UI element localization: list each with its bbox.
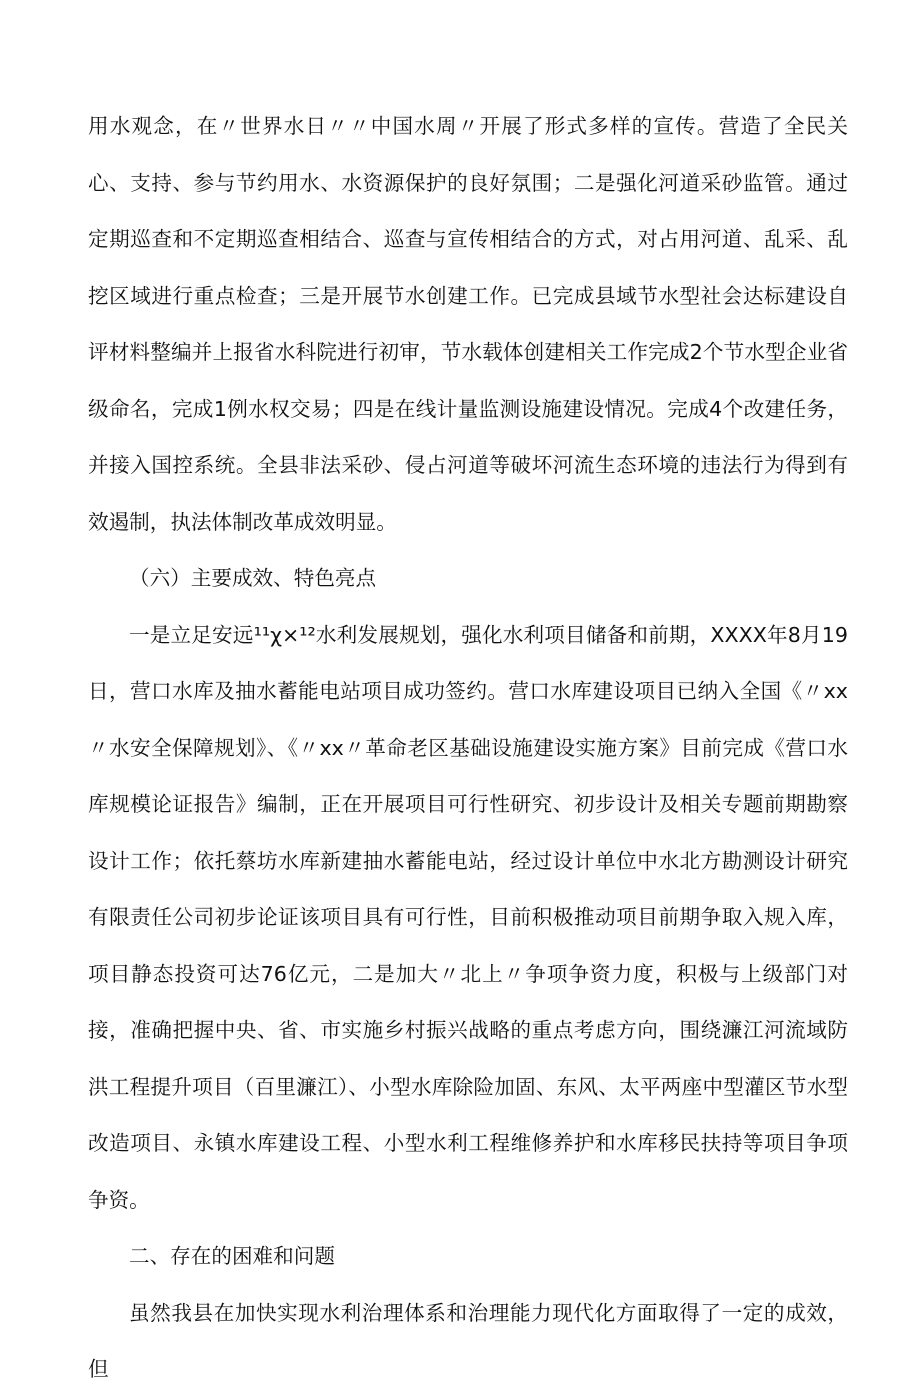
paragraph-problems-intro: 虽然我县在加快实现水利治理体系和治理能力现代化方面取得了一定的成效，但 [88, 1300, 848, 1381]
section-heading-problems: 二、存在的困难和问题 [129, 1244, 335, 1268]
section-heading-achievements: （六）主要成效、特色亮点 [129, 566, 377, 590]
paragraph-achievements: 一是立足安远¹¹χ×¹²水利发展规划，强化水利项目储备和前期，XXXX年8月19日，营口水库及抽水蓄能电站项目成功签约。营口水库建设项目已纳入全国《〃xx〃水安全保障规划》、《〃xx〃革命老区基础设施建设实施方案》目前完成《营口水库规模论证报告》编制，正在开展项目可行性研究、初步设计及相关专题前期勘察设计工作；依托蔡坊水库新建抽水蓄能电站，经过设计单位中水北方勘测设计研究有限责任公司初步论证该项目具有可行性，目前积极推动项目前期争取入规入库，项目静态投资可达76亿元，二是加大〃北上〃争项争资力度，积极与上级部门对接，准确把握中央、省、市实施乡村振兴战略的重点考虑方向，围绕濂江河流域防洪工程提升项目（百里濂江）、小型水库除险加固、东风、太平两座中型灌区节水型改造项目、永镇水库建设工程、小型水利工程维修养护和水库移民扶持等项目争项争资。 [88, 622, 848, 1212]
paragraph-water-conservation: 用水观念，在〃世界水日〃〃中国水周〃开展了形式多样的宣传。营造了全民关心、支持、参与节约用水、水资源保护的良好氛围；二是强化河道采砂监管。通过定期巡查和不定期巡查相结合、巡查与宣传相结合的方式，对占用河道、乱采、乱挖区域进行重点检查；三是开展节水创建工作。已完成县域节水型社会达标建设自评材料整编并上报省水科院进行初审，节水载体创建相关工作完成2个节水型企业省级命名，完成1例水权交易；四是在线计量监测设施建设情况。完成4个改建任务，并接入国控系统。全县非法采砂、侵占河道等破坏河流生态环境的违法行为得到有效遏制，执法体制改革成效明显。 [88, 114, 848, 534]
document-body [88, 98, 848, 1398]
